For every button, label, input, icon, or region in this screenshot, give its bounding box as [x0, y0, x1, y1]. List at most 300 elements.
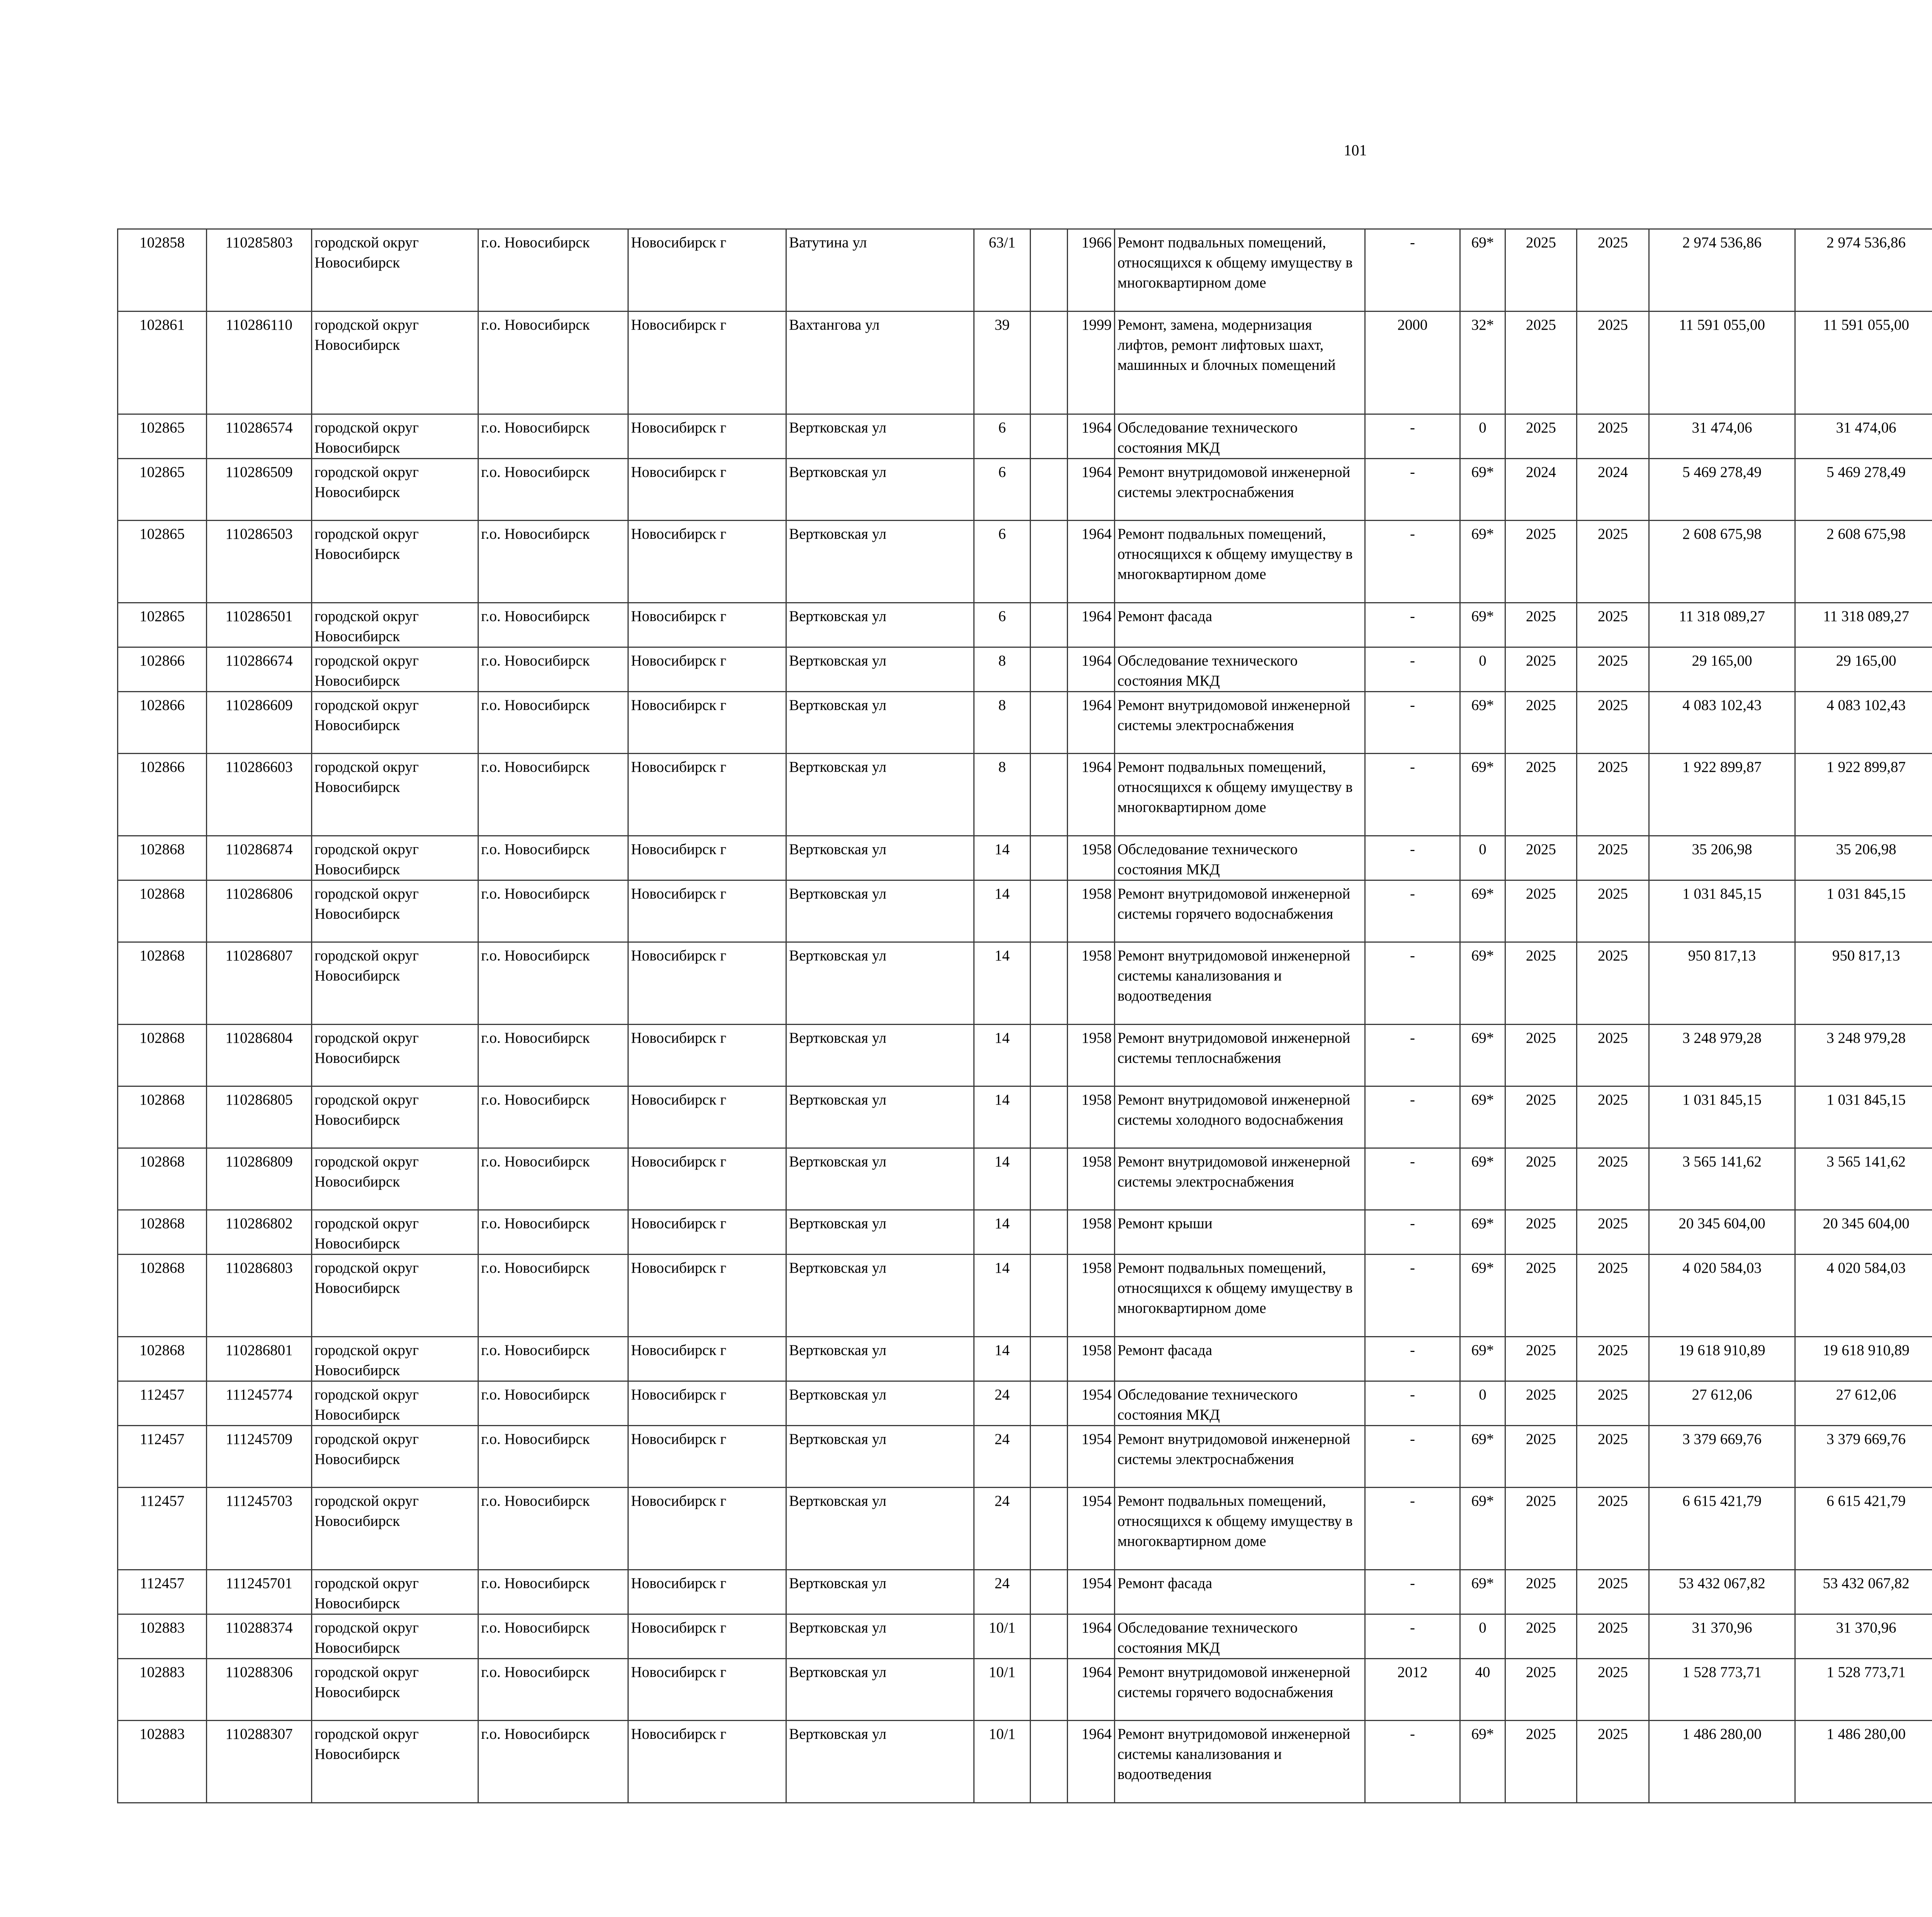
- cell-work-type: Ремонт внутридомовой инженерной системы канализования и водоотведения: [1115, 942, 1365, 1025]
- cell-wear: 69*: [1460, 1255, 1505, 1337]
- cell-id: 102868: [118, 1337, 207, 1381]
- cell-house: 14: [974, 1148, 1031, 1210]
- cell-last-repair: -: [1365, 836, 1460, 880]
- cell-work-type: Обследование технического состояния МКД: [1115, 836, 1365, 880]
- cell-settlement: г.о. Новосибирск: [478, 692, 628, 754]
- cell-year-end: 2025: [1577, 1086, 1649, 1148]
- cell-city: Новосибирск г: [628, 1426, 786, 1488]
- cell-house: 6: [974, 459, 1031, 521]
- cell-year-end: 2025: [1577, 1381, 1649, 1426]
- cell-city: Новосибирск г: [628, 942, 786, 1025]
- cell-year-built: 1964: [1068, 1721, 1115, 1803]
- cell-year-end: 2025: [1577, 647, 1649, 692]
- cell-year-built: 1958: [1068, 880, 1115, 942]
- cell-municipality: городской округ Новосибирск: [312, 754, 478, 836]
- cell-total-cost: 1 031 845,15: [1649, 1086, 1795, 1148]
- cell-city: Новосибирск г: [628, 1721, 786, 1803]
- table-row: [118, 754, 1932, 836]
- cell-year-start: 2024: [1505, 459, 1577, 521]
- table-row: [118, 647, 1932, 692]
- cell-building: [1031, 229, 1068, 312]
- cell-house: 14: [974, 1255, 1031, 1337]
- cell-wear: 69*: [1460, 880, 1505, 942]
- cell-last-repair: -: [1365, 692, 1460, 754]
- cell-year-start: 2025: [1505, 1614, 1577, 1659]
- cell-building: [1031, 942, 1068, 1025]
- cell-street: Вертковская ул: [786, 1570, 974, 1614]
- cell-municipality: городской округ Новосибирск: [312, 1426, 478, 1488]
- cell-year-end: 2025: [1577, 1148, 1649, 1210]
- cell-year-built: 1964: [1068, 414, 1115, 459]
- cell-building: [1031, 1255, 1068, 1337]
- cell-last-repair: -: [1365, 1255, 1460, 1337]
- cell-id: 112457: [118, 1488, 207, 1570]
- cell-wear: 69*: [1460, 229, 1505, 312]
- cell-code: 110286110: [207, 312, 312, 414]
- table-row: [118, 836, 1932, 880]
- cell-code: 110286874: [207, 836, 312, 880]
- cell-total-cost: 6 615 421,79: [1649, 1488, 1795, 1570]
- table-row: [118, 1337, 1932, 1381]
- cell-municipality: городской округ Новосибирск: [312, 1210, 478, 1255]
- cell-total-cost: 31 474,06: [1649, 414, 1795, 459]
- cell-year-built: 1958: [1068, 1086, 1115, 1148]
- cell-settlement: г.о. Новосибирск: [478, 1659, 628, 1721]
- cell-id: 102865: [118, 414, 207, 459]
- cell-year-end: 2025: [1577, 754, 1649, 836]
- cell-year-built: 1958: [1068, 1210, 1115, 1255]
- cell-code: 110286803: [207, 1255, 312, 1337]
- cell-work-type: Обследование технического состояния МКД: [1115, 1381, 1365, 1426]
- cell-total-cost: 29 165,00: [1649, 647, 1795, 692]
- table-body: [118, 229, 1932, 1803]
- cell-total-cost: 1 922 899,87: [1649, 754, 1795, 836]
- cell-municipality: городской округ Новосибирск: [312, 1255, 478, 1337]
- cell-year-built: 1958: [1068, 1148, 1115, 1210]
- cell-year-built: 1964: [1068, 521, 1115, 603]
- cell-house: 8: [974, 647, 1031, 692]
- cell-city: Новосибирск г: [628, 1086, 786, 1148]
- cell-municipality: городской округ Новосибирск: [312, 1025, 478, 1086]
- cell-year-start: 2025: [1505, 1721, 1577, 1803]
- cell-building: [1031, 1210, 1068, 1255]
- cell-id: 102858: [118, 229, 207, 312]
- cell-municipality: городской округ Новосибирск: [312, 692, 478, 754]
- cell-building: [1031, 692, 1068, 754]
- table-row: [118, 312, 1932, 414]
- cell-work-type: Ремонт подвальных помещений, относящихся к общему имуществу в многоквартирном доме: [1115, 1255, 1365, 1337]
- cell-city: Новосибирск г: [628, 1025, 786, 1086]
- cell-last-repair: -: [1365, 1614, 1460, 1659]
- cell-work-type: Ремонт внутридомовой инженерной системы канализования и водоотведения: [1115, 1721, 1365, 1803]
- cell-building: [1031, 836, 1068, 880]
- cell-year-built: 1958: [1068, 942, 1115, 1025]
- cell-settlement: г.о. Новосибирск: [478, 880, 628, 942]
- cell-wear: 69*: [1460, 1721, 1505, 1803]
- cell-year-end: 2025: [1577, 229, 1649, 312]
- cell-building: [1031, 880, 1068, 942]
- table-row: [118, 1488, 1932, 1570]
- cell-wear: 69*: [1460, 1025, 1505, 1086]
- page-number: 101: [1344, 141, 1367, 159]
- cell-city: Новосибирск г: [628, 414, 786, 459]
- cell-settlement: г.о. Новосибирск: [478, 312, 628, 414]
- cell-fund-cost: 31 370,96: [1795, 1614, 1932, 1659]
- cell-id: 112457: [118, 1570, 207, 1614]
- cell-street: Вертковская ул: [786, 942, 974, 1025]
- cell-municipality: городской округ Новосибирск: [312, 1721, 478, 1803]
- cell-last-repair: -: [1365, 1426, 1460, 1488]
- cell-last-repair: -: [1365, 603, 1460, 647]
- cell-street: Вертковская ул: [786, 1426, 974, 1488]
- cell-house: 63/1: [974, 229, 1031, 312]
- cell-municipality: городской округ Новосибирск: [312, 414, 478, 459]
- cell-year-built: 1954: [1068, 1488, 1115, 1570]
- cell-wear: 69*: [1460, 1488, 1505, 1570]
- cell-year-built: 1958: [1068, 1337, 1115, 1381]
- cell-year-start: 2025: [1505, 414, 1577, 459]
- cell-settlement: г.о. Новосибирск: [478, 1025, 628, 1086]
- cell-work-type: Ремонт внутридомовой инженерной системы горячего водоснабжения: [1115, 1659, 1365, 1721]
- cell-house: 10/1: [974, 1721, 1031, 1803]
- cell-house: 14: [974, 1337, 1031, 1381]
- cell-id: 112457: [118, 1381, 207, 1426]
- cell-year-built: 1964: [1068, 1659, 1115, 1721]
- cell-building: [1031, 1721, 1068, 1803]
- cell-wear: 0: [1460, 1381, 1505, 1426]
- cell-fund-cost: 1 528 773,71: [1795, 1659, 1932, 1721]
- cell-last-repair: -: [1365, 1488, 1460, 1570]
- table-row: [118, 229, 1932, 312]
- cell-year-end: 2025: [1577, 1488, 1649, 1570]
- cell-municipality: городской округ Новосибирск: [312, 521, 478, 603]
- cell-street: Вертковская ул: [786, 1721, 974, 1803]
- cell-code: 110286807: [207, 942, 312, 1025]
- cell-settlement: г.о. Новосибирск: [478, 459, 628, 521]
- cell-wear: 0: [1460, 1614, 1505, 1659]
- cell-house: 10/1: [974, 1659, 1031, 1721]
- cell-city: Новосибирск г: [628, 692, 786, 754]
- cell-id: 102865: [118, 521, 207, 603]
- cell-code: 110286501: [207, 603, 312, 647]
- cell-code: 110286603: [207, 754, 312, 836]
- cell-id: 102883: [118, 1721, 207, 1803]
- cell-work-type: Ремонт фасада: [1115, 1337, 1365, 1381]
- cell-work-type: Ремонт внутридомовой инженерной системы электроснабжения: [1115, 459, 1365, 521]
- cell-city: Новосибирск г: [628, 1381, 786, 1426]
- cell-work-type: Ремонт, замена, модернизация лифтов, ремонт лифтовых шахт, машинных и блочных помещений: [1115, 312, 1365, 414]
- cell-city: Новосибирск г: [628, 459, 786, 521]
- cell-city: Новосибирск г: [628, 1148, 786, 1210]
- cell-fund-cost: 20 345 604,00: [1795, 1210, 1932, 1255]
- cell-code: 110286509: [207, 459, 312, 521]
- cell-municipality: городской округ Новосибирск: [312, 1614, 478, 1659]
- cell-year-built: 1964: [1068, 647, 1115, 692]
- cell-year-end: 2025: [1577, 942, 1649, 1025]
- cell-code: 110285803: [207, 229, 312, 312]
- cell-fund-cost: 3 248 979,28: [1795, 1025, 1932, 1086]
- cell-street: Вертковская ул: [786, 1488, 974, 1570]
- cell-building: [1031, 1337, 1068, 1381]
- cell-id: 102868: [118, 1086, 207, 1148]
- cell-work-type: Ремонт внутридомовой инженерной системы теплоснабжения: [1115, 1025, 1365, 1086]
- cell-street: Вертковская ул: [786, 1148, 974, 1210]
- table-row: [118, 603, 1932, 647]
- cell-city: Новосибирск г: [628, 1488, 786, 1570]
- cell-year-start: 2025: [1505, 1488, 1577, 1570]
- cell-municipality: городской округ Новосибирск: [312, 880, 478, 942]
- cell-work-type: Ремонт внутридомовой инженерной системы электроснабжения: [1115, 692, 1365, 754]
- cell-year-start: 2025: [1505, 1570, 1577, 1614]
- cell-settlement: г.о. Новосибирск: [478, 647, 628, 692]
- table-row: [118, 1025, 1932, 1086]
- cell-last-repair: -: [1365, 647, 1460, 692]
- cell-year-built: 1958: [1068, 1025, 1115, 1086]
- cell-year-start: 2025: [1505, 836, 1577, 880]
- cell-work-type: Ремонт подвальных помещений, относящихся к общему имуществу в многоквартирном доме: [1115, 229, 1365, 312]
- cell-house: 8: [974, 754, 1031, 836]
- cell-year-built: 1954: [1068, 1570, 1115, 1614]
- cell-building: [1031, 603, 1068, 647]
- cell-house: 39: [974, 312, 1031, 414]
- cell-year-end: 2024: [1577, 459, 1649, 521]
- cell-year-built: 1954: [1068, 1426, 1115, 1488]
- cell-building: [1031, 1614, 1068, 1659]
- cell-last-repair: -: [1365, 414, 1460, 459]
- cell-year-end: 2025: [1577, 836, 1649, 880]
- cell-city: Новосибирск г: [628, 1659, 786, 1721]
- cell-id: 102861: [118, 312, 207, 414]
- cell-last-repair: -: [1365, 1148, 1460, 1210]
- cell-code: 110288306: [207, 1659, 312, 1721]
- cell-total-cost: 5 469 278,49: [1649, 459, 1795, 521]
- cell-year-start: 2025: [1505, 229, 1577, 312]
- cell-total-cost: 2 974 536,86: [1649, 229, 1795, 312]
- cell-building: [1031, 1659, 1068, 1721]
- cell-total-cost: 31 370,96: [1649, 1614, 1795, 1659]
- cell-fund-cost: 35 206,98: [1795, 836, 1932, 880]
- cell-work-type: Ремонт подвальных помещений, относящихся к общему имуществу в многоквартирном доме: [1115, 754, 1365, 836]
- cell-building: [1031, 1488, 1068, 1570]
- cell-year-start: 2025: [1505, 1025, 1577, 1086]
- cell-code: 110286609: [207, 692, 312, 754]
- cell-fund-cost: 27 612,06: [1795, 1381, 1932, 1426]
- cell-work-type: Ремонт подвальных помещений, относящихся к общему имуществу в многоквартирном доме: [1115, 1488, 1365, 1570]
- cell-id: 102868: [118, 1148, 207, 1210]
- cell-year-end: 2025: [1577, 880, 1649, 942]
- cell-work-type: Обследование технического состояния МКД: [1115, 414, 1365, 459]
- cell-settlement: г.о. Новосибирск: [478, 942, 628, 1025]
- cell-code: 111245709: [207, 1426, 312, 1488]
- cell-street: Вертковская ул: [786, 754, 974, 836]
- cell-year-start: 2025: [1505, 942, 1577, 1025]
- cell-settlement: г.о. Новосибирск: [478, 1570, 628, 1614]
- cell-settlement: г.о. Новосибирск: [478, 1148, 628, 1210]
- cell-building: [1031, 1570, 1068, 1614]
- cell-fund-cost: 1 922 899,87: [1795, 754, 1932, 836]
- cell-fund-cost: 29 165,00: [1795, 647, 1932, 692]
- cell-house: 14: [974, 880, 1031, 942]
- cell-settlement: г.о. Новосибирск: [478, 1337, 628, 1381]
- cell-settlement: г.о. Новосибирск: [478, 1086, 628, 1148]
- cell-work-type: Ремонт подвальных помещений, относящихся к общему имуществу в многоквартирном доме: [1115, 521, 1365, 603]
- cell-building: [1031, 1025, 1068, 1086]
- cell-last-repair: 2000: [1365, 312, 1460, 414]
- table-row: [118, 1570, 1932, 1614]
- cell-municipality: городской округ Новосибирск: [312, 1337, 478, 1381]
- cell-municipality: городской округ Новосибирск: [312, 1659, 478, 1721]
- cell-house: 6: [974, 603, 1031, 647]
- cell-settlement: г.о. Новосибирск: [478, 1488, 628, 1570]
- cell-wear: 69*: [1460, 603, 1505, 647]
- cell-id: 102865: [118, 459, 207, 521]
- cell-municipality: городской округ Новосибирск: [312, 603, 478, 647]
- cell-street: Вертковская ул: [786, 1337, 974, 1381]
- cell-building: [1031, 647, 1068, 692]
- cell-municipality: городской округ Новосибирск: [312, 1570, 478, 1614]
- cell-fund-cost: 950 817,13: [1795, 942, 1932, 1025]
- cell-id: 102866: [118, 647, 207, 692]
- cell-settlement: г.о. Новосибирск: [478, 414, 628, 459]
- cell-year-start: 2025: [1505, 647, 1577, 692]
- cell-year-end: 2025: [1577, 414, 1649, 459]
- cell-last-repair: -: [1365, 229, 1460, 312]
- cell-wear: 69*: [1460, 1210, 1505, 1255]
- cell-year-end: 2025: [1577, 1659, 1649, 1721]
- cell-last-repair: 2012: [1365, 1659, 1460, 1721]
- cell-work-type: Обследование технического состояния МКД: [1115, 647, 1365, 692]
- cell-id: 102865: [118, 603, 207, 647]
- cell-work-type: Ремонт крыши: [1115, 1210, 1365, 1255]
- cell-wear: 69*: [1460, 1426, 1505, 1488]
- cell-settlement: г.о. Новосибирск: [478, 1721, 628, 1803]
- cell-year-start: 2025: [1505, 1086, 1577, 1148]
- cell-total-cost: 4 083 102,43: [1649, 692, 1795, 754]
- cell-municipality: городской округ Новосибирск: [312, 647, 478, 692]
- cell-code: 110286674: [207, 647, 312, 692]
- cell-fund-cost: 4 083 102,43: [1795, 692, 1932, 754]
- cell-year-start: 2025: [1505, 1659, 1577, 1721]
- cell-total-cost: 3 379 669,76: [1649, 1426, 1795, 1488]
- cell-year-start: 2025: [1505, 1210, 1577, 1255]
- table-row: [118, 521, 1932, 603]
- cell-settlement: г.о. Новосибирск: [478, 229, 628, 312]
- cell-id: 102868: [118, 1025, 207, 1086]
- cell-building: [1031, 414, 1068, 459]
- cell-total-cost: 4 020 584,03: [1649, 1255, 1795, 1337]
- cell-year-built: 1954: [1068, 1381, 1115, 1426]
- cell-building: [1031, 1148, 1068, 1210]
- cell-code: 110286809: [207, 1148, 312, 1210]
- cell-year-built: 1964: [1068, 692, 1115, 754]
- cell-year-end: 2025: [1577, 692, 1649, 754]
- cell-code: 110286574: [207, 414, 312, 459]
- cell-city: Новосибирск г: [628, 647, 786, 692]
- cell-year-start: 2025: [1505, 1255, 1577, 1337]
- cell-year-built: 1958: [1068, 1255, 1115, 1337]
- cell-id: 102868: [118, 880, 207, 942]
- cell-total-cost: 53 432 067,82: [1649, 1570, 1795, 1614]
- cell-total-cost: 1 486 280,00: [1649, 1721, 1795, 1803]
- cell-street: Вертковская ул: [786, 836, 974, 880]
- cell-street: Вертковская ул: [786, 414, 974, 459]
- cell-city: Новосибирск г: [628, 880, 786, 942]
- cell-building: [1031, 1086, 1068, 1148]
- cell-year-start: 2025: [1505, 521, 1577, 603]
- cell-last-repair: -: [1365, 1025, 1460, 1086]
- cell-settlement: г.о. Новосибирск: [478, 1210, 628, 1255]
- cell-year-end: 2025: [1577, 1614, 1649, 1659]
- cell-year-built: 1964: [1068, 754, 1115, 836]
- cell-street: Вертковская ул: [786, 459, 974, 521]
- table-row: [118, 1721, 1932, 1803]
- cell-total-cost: 2 608 675,98: [1649, 521, 1795, 603]
- cell-wear: 69*: [1460, 521, 1505, 603]
- cell-year-built: 1966: [1068, 229, 1115, 312]
- cell-house: 14: [974, 836, 1031, 880]
- cell-year-start: 2025: [1505, 1426, 1577, 1488]
- cell-building: [1031, 754, 1068, 836]
- cell-settlement: г.о. Новосибирск: [478, 603, 628, 647]
- table-row: [118, 1426, 1932, 1488]
- table-row: [118, 1381, 1932, 1426]
- cell-id: 102868: [118, 836, 207, 880]
- cell-building: [1031, 459, 1068, 521]
- cell-fund-cost: 53 432 067,82: [1795, 1570, 1932, 1614]
- table-row: [118, 414, 1932, 459]
- cell-total-cost: 1 528 773,71: [1649, 1659, 1795, 1721]
- cell-street: Вертковская ул: [786, 1255, 974, 1337]
- cell-wear: 69*: [1460, 692, 1505, 754]
- cell-city: Новосибирск г: [628, 1337, 786, 1381]
- cell-municipality: городской округ Новосибирск: [312, 1086, 478, 1148]
- cell-code: 110286805: [207, 1086, 312, 1148]
- cell-street: Вертковская ул: [786, 1381, 974, 1426]
- cell-id: 102866: [118, 692, 207, 754]
- cell-last-repair: -: [1365, 1721, 1460, 1803]
- cell-total-cost: 11 318 089,27: [1649, 603, 1795, 647]
- cell-municipality: городской округ Новосибирск: [312, 1381, 478, 1426]
- cell-code: 110286806: [207, 880, 312, 942]
- cell-city: Новосибирск г: [628, 229, 786, 312]
- cell-house: 14: [974, 1086, 1031, 1148]
- cell-total-cost: 950 817,13: [1649, 942, 1795, 1025]
- cell-settlement: г.о. Новосибирск: [478, 1381, 628, 1426]
- cell-fund-cost: 1 031 845,15: [1795, 1086, 1932, 1148]
- cell-fund-cost: 2 608 675,98: [1795, 521, 1932, 603]
- cell-year-end: 2025: [1577, 1210, 1649, 1255]
- cell-year-end: 2025: [1577, 1570, 1649, 1614]
- cell-year-end: 2025: [1577, 1426, 1649, 1488]
- cell-work-type: Обследование технического состояния МКД: [1115, 1614, 1365, 1659]
- cell-city: Новосибирск г: [628, 312, 786, 414]
- cell-id: 102883: [118, 1659, 207, 1721]
- table-row: [118, 1148, 1932, 1210]
- cell-wear: 40: [1460, 1659, 1505, 1721]
- cell-building: [1031, 1381, 1068, 1426]
- cell-year-end: 2025: [1577, 521, 1649, 603]
- cell-house: 14: [974, 1025, 1031, 1086]
- cell-fund-cost: 5 469 278,49: [1795, 459, 1932, 521]
- cell-code: 111245701: [207, 1570, 312, 1614]
- cell-fund-cost: 2 974 536,86: [1795, 229, 1932, 312]
- table-row: [118, 692, 1932, 754]
- cell-fund-cost: 19 618 910,89: [1795, 1337, 1932, 1381]
- cell-city: Новосибирск г: [628, 836, 786, 880]
- cell-wear: 69*: [1460, 1148, 1505, 1210]
- cell-id: 102868: [118, 942, 207, 1025]
- cell-year-start: 2025: [1505, 312, 1577, 414]
